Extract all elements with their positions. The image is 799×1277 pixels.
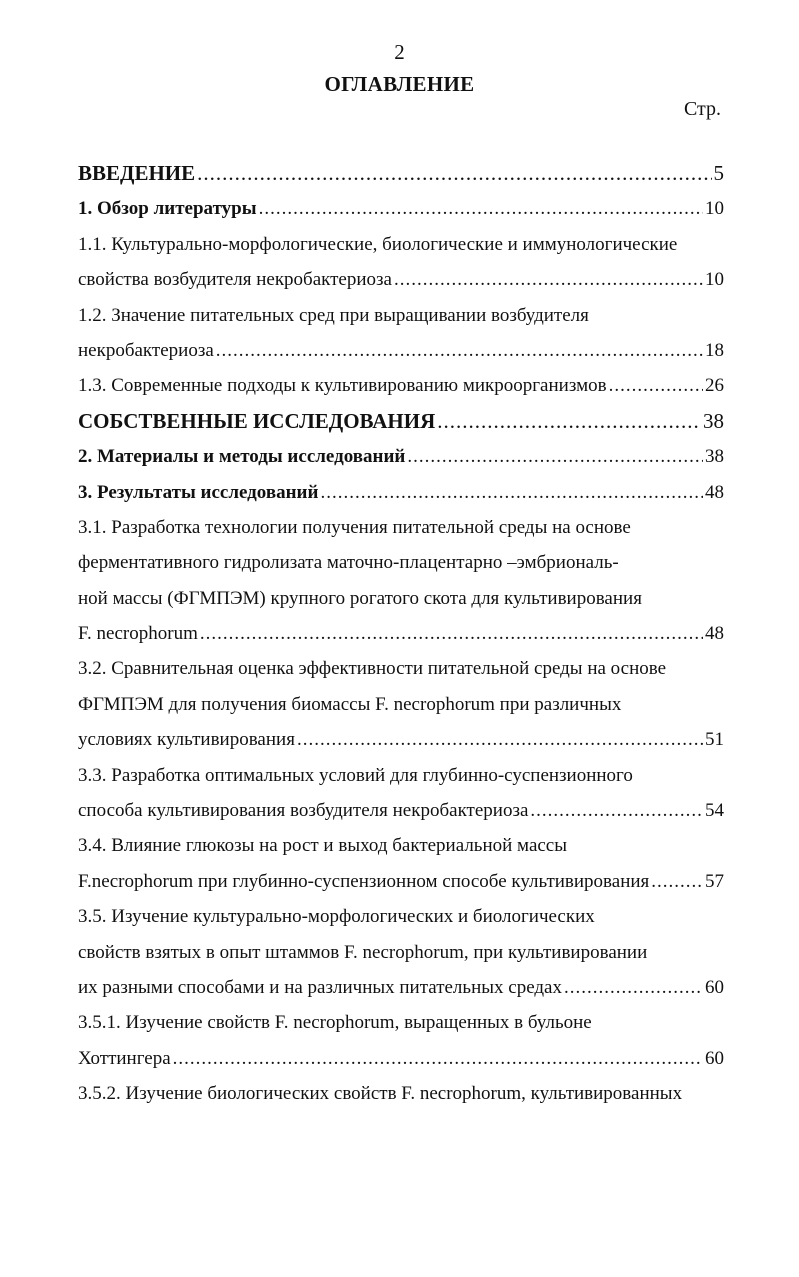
toc-page-number: 38 [703,408,724,433]
page-title: ОГЛАВЛЕНИЕ [324,72,475,96]
toc-entry [78,262,724,297]
toc-page-number: 26 [705,375,724,397]
toc-entry-title: F.necrophorum при глубинно-суспензионном способе культивирования [78,870,650,892]
toc-page-number: 48 [705,623,724,645]
dot-leader [216,333,703,368]
toc-entry-title: некробактериоза [78,339,214,361]
toc-line [78,899,724,934]
toc-entry-title: свойства возбудителя некробактериоза [78,269,392,291]
toc-entry [78,439,724,474]
toc-entry-title: способа культивирования возбудителя некробактериоза [78,800,529,822]
dot-leader [200,616,703,651]
toc-line [78,545,724,580]
toc-entry-title: СОБСТВЕННЫЕ ИССЛЕДОВАНИЯ [78,408,436,433]
toc-page-number: 60 [705,976,724,998]
toc-entry-title: условиях культивирования [78,729,295,751]
dot-leader [297,722,703,757]
toc-entry [78,616,724,651]
toc-line-text: свойств взятых в опыт штаммов F. necrophorum, при культивировании [78,941,648,963]
toc-entry-title: 2. Материалы и методы исследований [78,446,406,468]
toc-line-text: 3.4. Влияние глюкозы на рост и выход бактериальной массы [78,835,568,857]
toc-line [78,758,724,793]
toc-line [78,651,724,686]
toc-line-text: ФГМПЭМ для получения биомассы F. necrophorum при различных [78,693,622,715]
toc-entry-title: F. necrophorum [78,623,198,645]
toc-page-number: 48 [705,481,724,503]
page-column-label: Стр. [683,98,721,120]
toc-line-text: 1.2. Значение питательных сред при выращивании возбудителя [78,304,589,326]
toc-line-text: 3.5.1. Изучение свойств F. necrophorum, выращенных в бульоне [78,1012,592,1034]
toc-entry [78,1041,724,1076]
dot-leader [259,191,703,226]
toc-line-text: 3.5.2. Изучение биологических свойств F. necrophorum, культивированных [78,1083,683,1105]
dot-leader [173,1041,703,1076]
toc-line [78,510,724,545]
toc-line-text: 3.3. Разработка оптимальных условий для глубинно-суспензионного [78,764,633,786]
dot-leader [394,262,703,297]
toc-entry [78,864,724,899]
toc-entry [78,156,724,191]
toc-line [78,227,724,262]
toc-line-text: ферментативного гидролизата маточно-плацентарно –эмбриональ- [78,552,619,574]
toc-entry-title: их разными способами и на различных питательных средах [78,976,562,998]
toc-line [78,298,724,333]
toc-line-text: 1.1. Культурально-морфологические, биологические и иммунологические [78,233,678,255]
toc-entry-title: 1. Обзор литературы [78,198,257,220]
toc-entry-title: ВВЕДЕНИЕ [78,161,196,185]
toc-page-number: 38 [705,446,724,468]
toc-line-text: 3.2. Сравнительная оценка эффективности питательной среды на основе [78,658,667,680]
dot-leader [564,970,703,1005]
toc-page-number: 54 [705,800,724,822]
dot-leader [651,864,703,899]
dot-leader [437,404,701,439]
toc-entry-title: 3. Результаты исследований [78,481,319,503]
table-of-contents [78,156,724,1112]
toc-page-number: 10 [705,198,724,220]
page-number: 2 [394,40,405,64]
toc-entry [78,333,724,368]
toc-page-number: 18 [705,339,724,361]
toc-entry [78,793,724,828]
toc-entry [78,970,724,1005]
dot-leader [530,793,703,828]
dot-leader [320,475,703,510]
toc-line [78,581,724,616]
toc-page-number: 57 [705,870,724,892]
toc-entry [78,475,724,510]
toc-line-text: 3.5. Изучение культурально-морфологических и биологических [78,906,595,928]
toc-page-number: 60 [705,1047,724,1069]
toc-page-number: 10 [705,269,724,291]
toc-page-number: 5 [713,161,724,185]
toc-entry-title: 1.3. Современные подходы к культивированию микроорганизмов [78,375,607,397]
toc-page-number: 51 [705,729,724,751]
dot-leader [407,439,703,474]
toc-line [78,828,724,863]
dot-leader [609,368,703,403]
toc-line-text: 3.1. Разработка технологии получения питательной среды на основе [78,516,631,538]
toc-entry [78,368,724,403]
toc-line [78,1076,724,1111]
toc-line [78,1005,724,1040]
toc-line [78,687,724,722]
toc-entry [78,722,724,757]
toc-entry [78,404,724,439]
toc-line-text: ной массы (ФГМПЭМ) крупного рогатого скота для культивирования [78,587,642,609]
toc-entry [78,191,724,226]
toc-line [78,935,724,970]
toc-entry-title: Хоттингера [78,1047,171,1069]
dot-leader [197,156,711,191]
